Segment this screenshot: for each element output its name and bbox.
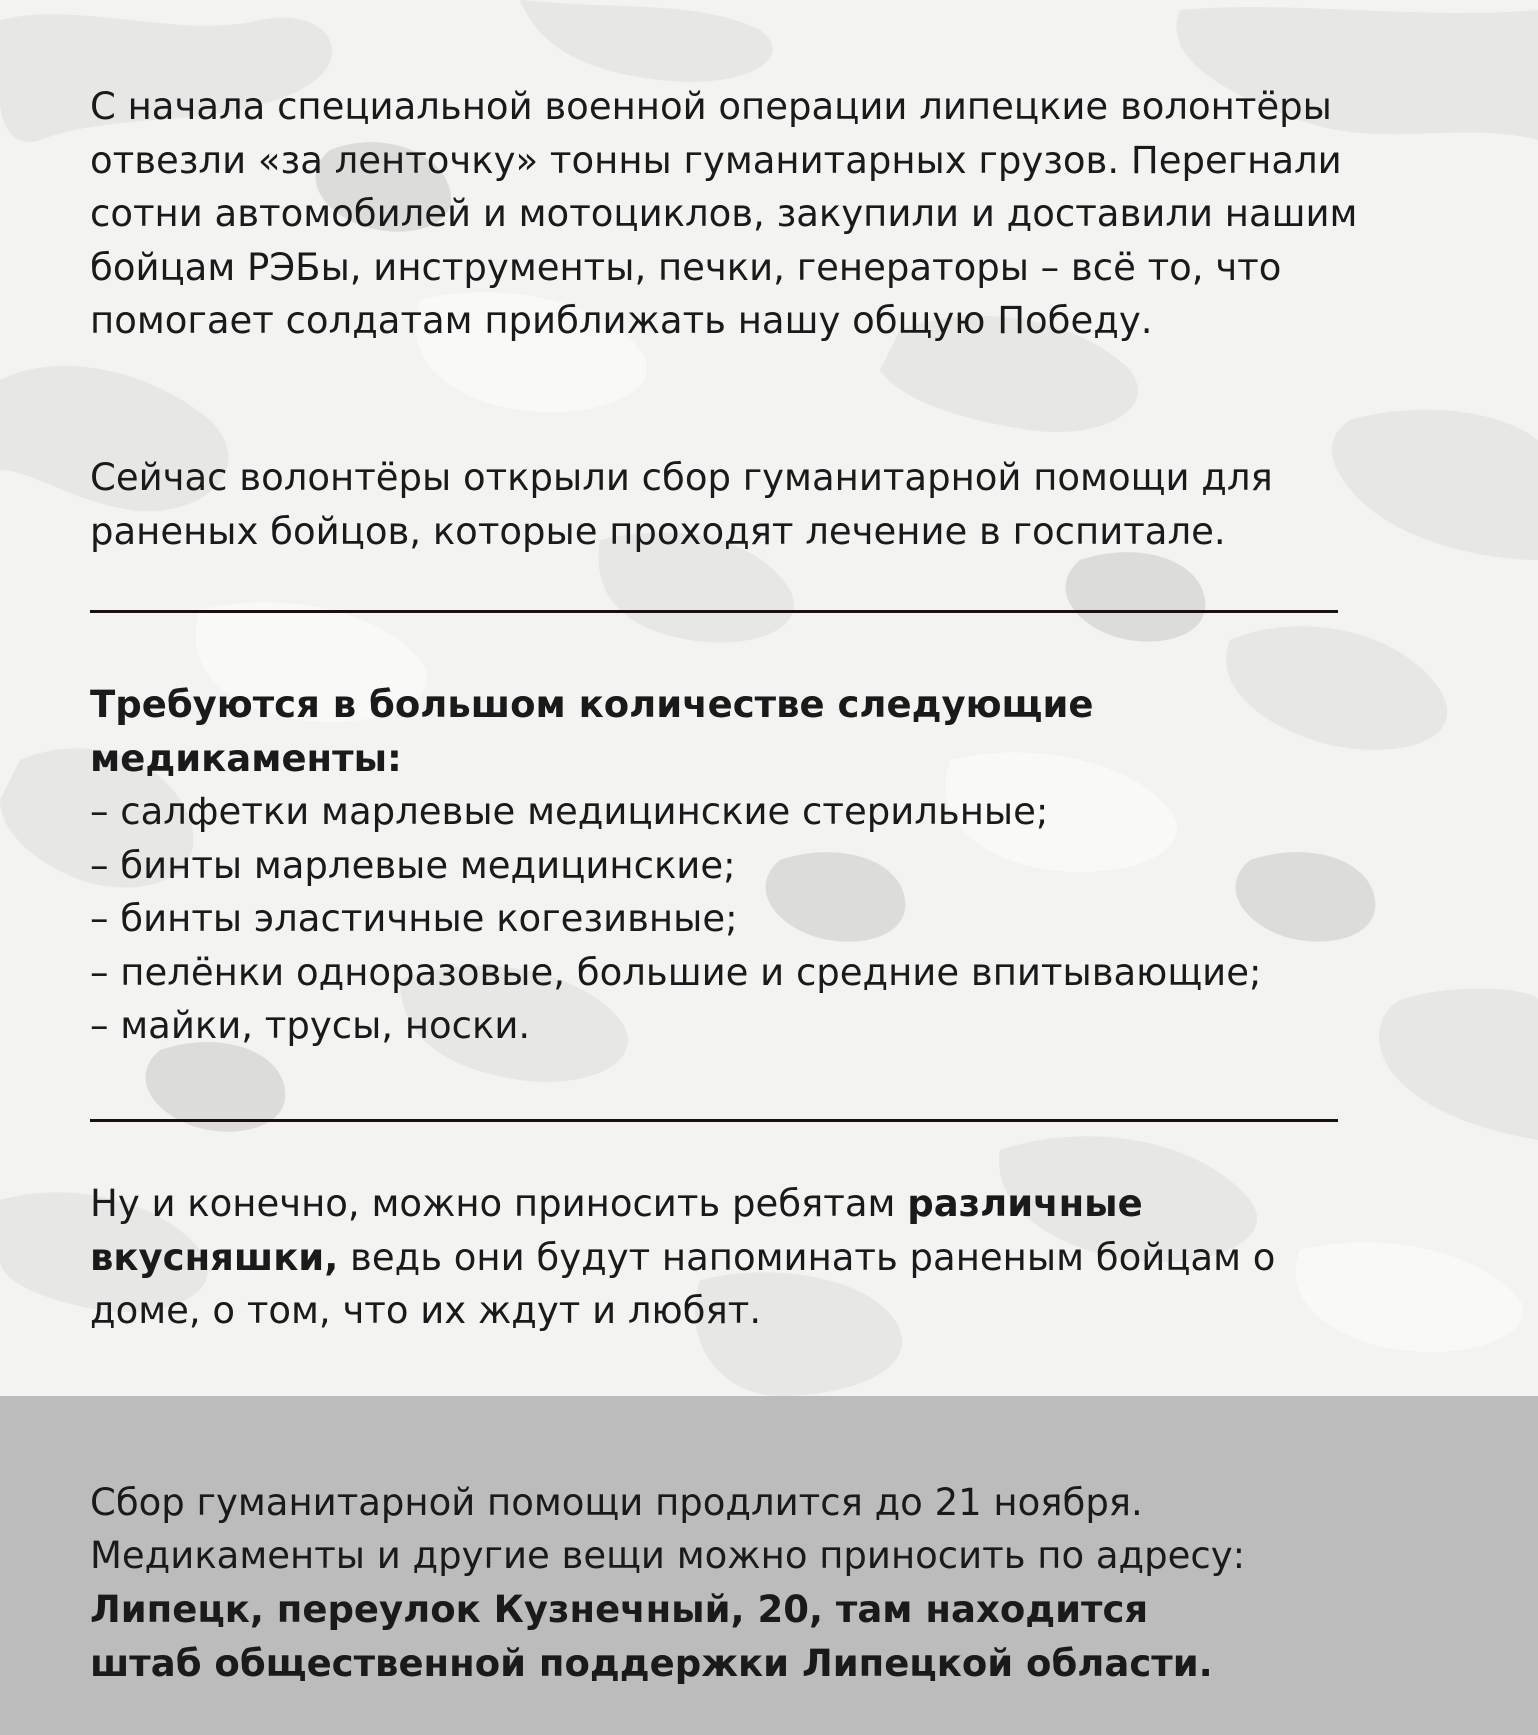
treats-text-start: Ну и конечно, можно приносить ребятам <box>90 1182 908 1225</box>
dropoff-intro: Медикаменты и другие вещи можно приносить по адресу: <box>90 1534 1246 1577</box>
medicines-title: Требуются в большом количестве следующие медикаменты: <box>90 683 1094 780</box>
section-divider-1 <box>90 610 1338 613</box>
treats-paragraph <box>90 1177 1300 1338</box>
footer-section <box>0 1396 1538 1735</box>
medicines-section <box>90 678 1470 1053</box>
list-item: – салфетки марлевые медицинские стерильные; <box>90 790 1049 833</box>
intro-paragraph-2: Сейчас волонтёры открыли сбор гуманитарной помощи для раненых бойцов, которые проходят лечение в госпитале. <box>90 456 1273 553</box>
treats-text-end: ведь они будут напоминать раненым бойцам о доме, о том, что их ждут и любят. <box>90 1235 1276 1332</box>
treats-highlight: различные вкусняшки, <box>90 1182 1143 1279</box>
list-item: – пелёнки одноразовые, большие и средние впитывающие; <box>90 950 1262 994</box>
section-divider-2 <box>90 1119 1338 1122</box>
medicines-list <box>90 785 1470 1053</box>
collection-deadline: Сбор гуманитарной помощи продлится до 21 ноября. <box>90 1481 1143 1524</box>
list-item: – бинты марлевые медицинские; <box>90 843 736 887</box>
intro-paragraph-1: С начала специальной военной операции липецкие волонтёры отвезли «за ленточку» тонны гуманитарных грузов. Перегнали сотни автомобилей и мотоциклов, закупили и доставили нашим бойцам РЭБы, инструменты, печки, генераторы – всё то, что помогает солдатам приближать нашу общую Победу. <box>90 85 1358 342</box>
list-item: – бинты эластичные когезивные; <box>90 897 738 940</box>
list-item: – майки, трусы, носки. <box>90 1004 531 1047</box>
dropoff-address: Липецк, переулок Кузнечный, 20, там находится штаб общественной поддержки Липецкой области. <box>90 1588 1213 1685</box>
